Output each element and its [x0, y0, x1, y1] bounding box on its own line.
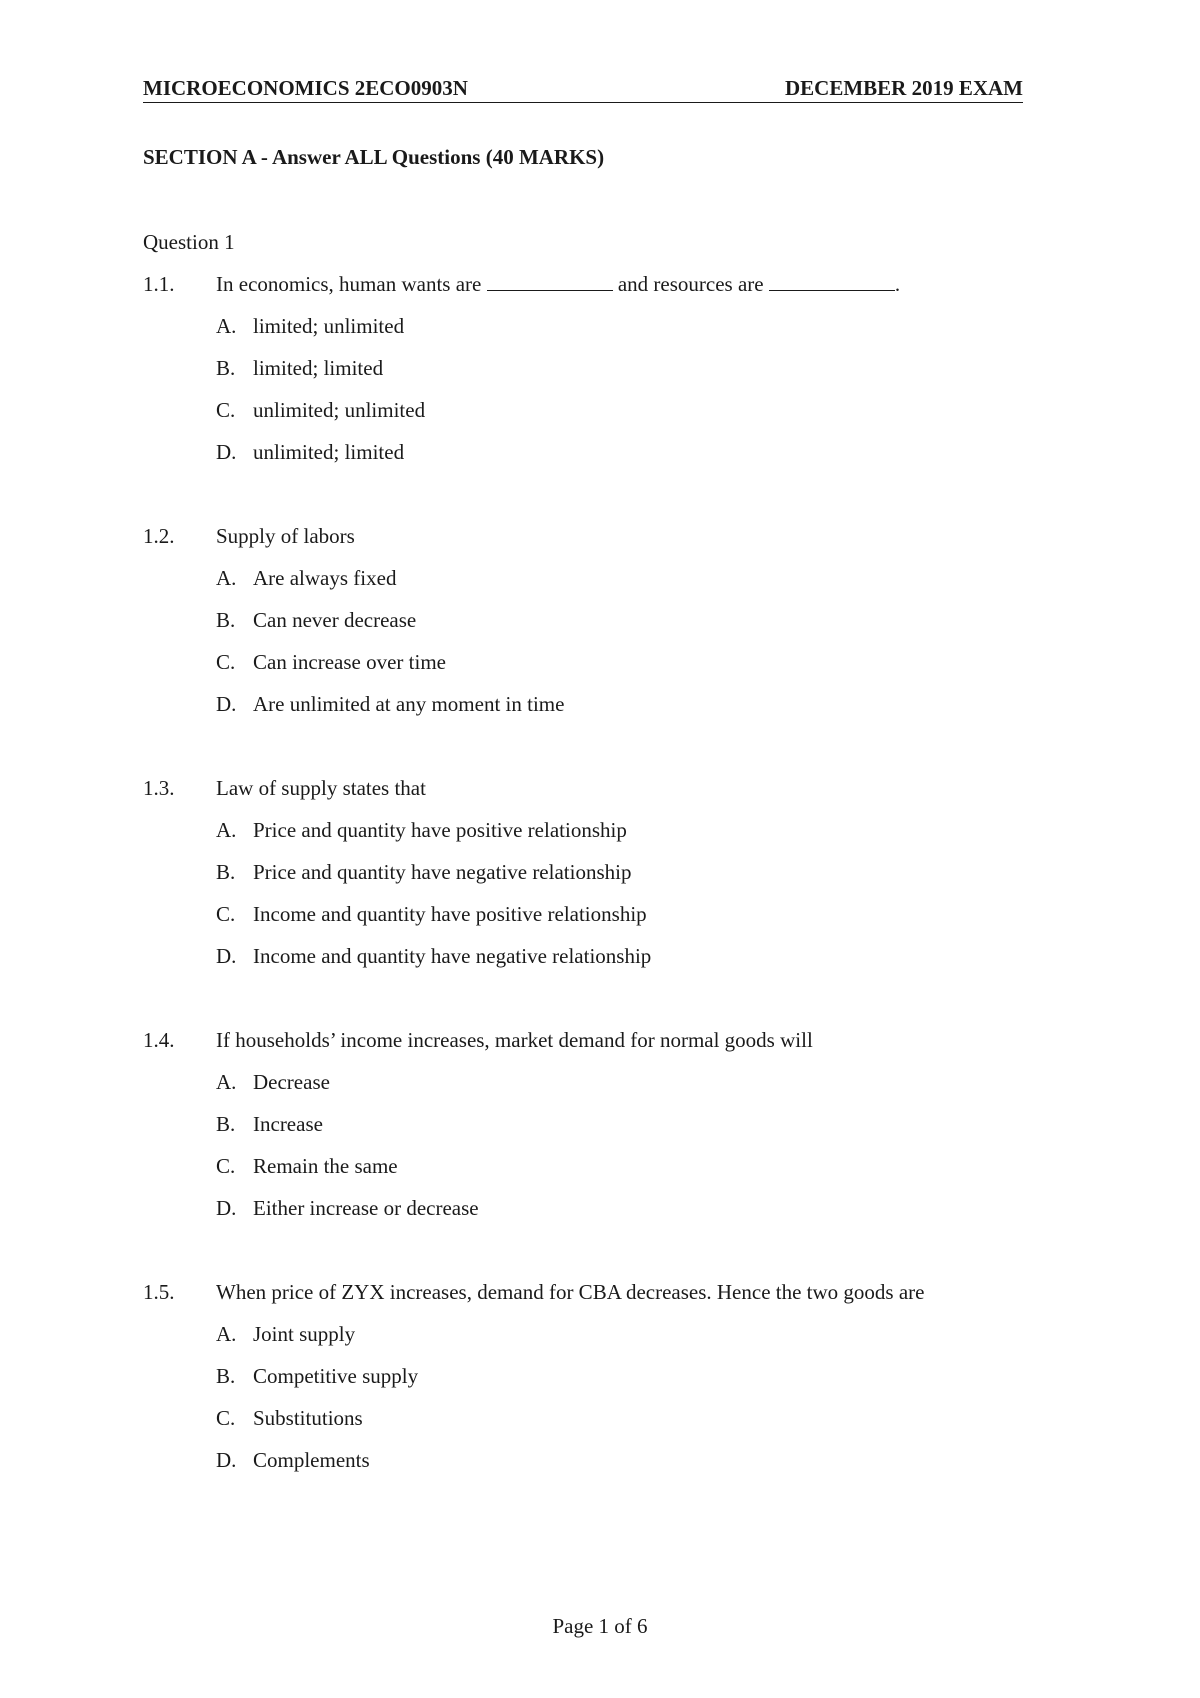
- option-text: Joint supply: [253, 1322, 356, 1346]
- answer-blank: [487, 272, 613, 291]
- option-text: limited; unlimited: [253, 314, 405, 338]
- option-a: [143, 818, 1043, 860]
- option-text: Price and quantity have negative relationship: [253, 860, 632, 884]
- option-letter: B.: [216, 356, 236, 380]
- option-text: Increase: [253, 1112, 323, 1136]
- option-b: [143, 608, 1043, 650]
- option-text: unlimited; limited: [253, 440, 405, 464]
- option-letter: D.: [216, 692, 237, 716]
- question-text: If households’ income increases, market demand for normal goods will: [216, 1028, 813, 1052]
- question-1-2: [143, 524, 1043, 734]
- question-stem: [143, 272, 1043, 314]
- option-text: unlimited; unlimited: [253, 398, 426, 422]
- option-text: Remain the same: [253, 1154, 398, 1178]
- question-number: 1.2.: [143, 524, 175, 548]
- option-letter: C.: [216, 1154, 236, 1178]
- option-text: Substitutions: [253, 1406, 363, 1430]
- page-header: [143, 72, 1023, 103]
- option-letter: C.: [216, 902, 236, 926]
- option-letter: D.: [216, 944, 237, 968]
- option-letter: D.: [216, 1196, 237, 1220]
- option-b: [143, 860, 1043, 902]
- option-text: Complements: [253, 1448, 370, 1472]
- option-letter: D.: [216, 440, 237, 464]
- option-d: [143, 944, 1043, 986]
- question-number: 1.4.: [143, 1028, 175, 1052]
- option-d: [143, 1448, 1043, 1490]
- option-letter: C.: [216, 398, 236, 422]
- option-letter: A.: [216, 566, 237, 590]
- option-text: Can never decrease: [253, 608, 417, 632]
- option-letter: D.: [216, 1448, 237, 1472]
- option-d: [143, 1196, 1043, 1238]
- option-text: Can increase over time: [253, 650, 446, 674]
- question-number: 1.5.: [143, 1280, 175, 1304]
- option-d: [143, 440, 1043, 482]
- question-1-4: [143, 1028, 1043, 1238]
- option-letter: A.: [216, 1070, 237, 1094]
- question-stem: [143, 1280, 1043, 1322]
- option-b: [143, 1364, 1043, 1406]
- option-text: Either increase or decrease: [253, 1196, 479, 1220]
- option-letter: B.: [216, 1364, 236, 1388]
- option-d: [143, 692, 1043, 734]
- option-letter: C.: [216, 650, 236, 674]
- option-letter: B.: [216, 608, 236, 632]
- question-number: 1.3.: [143, 776, 175, 800]
- option-letter: B.: [216, 860, 236, 884]
- option-a: [143, 566, 1043, 608]
- option-c: [143, 1406, 1043, 1448]
- option-text: Are unlimited at any moment in time: [253, 692, 565, 716]
- question-text-part: and resources are: [612, 272, 769, 296]
- option-a: [143, 1070, 1043, 1112]
- option-b: [143, 1112, 1043, 1154]
- course-code: MICROECONOMICS 2ECO0903N: [143, 76, 468, 100]
- question-stem: [143, 524, 1043, 566]
- question-number: 1.1.: [143, 272, 175, 296]
- option-a: [143, 314, 1043, 356]
- option-text: Are always fixed: [253, 566, 397, 590]
- option-letter: A.: [216, 1322, 237, 1346]
- question-text: Law of supply states that: [216, 776, 426, 800]
- option-text: Competitive supply: [253, 1364, 419, 1388]
- question-stem: [143, 776, 1043, 818]
- question-text-part: In economics, human wants are: [216, 272, 487, 296]
- question-text: [216, 272, 900, 297]
- option-a: [143, 1322, 1043, 1364]
- question-label: Question 1: [143, 230, 235, 254]
- option-text: Price and quantity have positive relationship: [253, 818, 627, 842]
- option-b: [143, 356, 1043, 398]
- option-text: Income and quantity have positive relationship: [253, 902, 647, 926]
- page-number: Page 1 of 6: [552, 1614, 648, 1638]
- question-1-3: [143, 776, 1043, 986]
- question-text: Supply of labors: [216, 524, 355, 548]
- question-1-1: [143, 272, 1043, 482]
- option-c: [143, 902, 1043, 944]
- question-stem: [143, 1028, 1043, 1070]
- option-text: limited; limited: [253, 356, 384, 380]
- option-text: Decrease: [253, 1070, 330, 1094]
- option-letter: A.: [216, 818, 237, 842]
- exam-date: DECEMBER 2019 EXAM: [784, 76, 1023, 100]
- option-letter: B.: [216, 1112, 236, 1136]
- option-c: [143, 1154, 1043, 1196]
- option-letter: A.: [216, 314, 237, 338]
- answer-blank: [769, 272, 895, 291]
- question-1-5: [143, 1280, 1043, 1490]
- question-text-part: .: [894, 272, 901, 296]
- section-title: SECTION A - Answer ALL Questions (40 MARKS): [143, 145, 605, 169]
- option-c: [143, 650, 1043, 692]
- question-text: When price of ZYX increases, demand for CBA decreases. Hence the two goods are: [216, 1280, 925, 1304]
- option-c: [143, 398, 1043, 440]
- option-letter: C.: [216, 1406, 236, 1430]
- option-text: Income and quantity have negative relationship: [253, 944, 652, 968]
